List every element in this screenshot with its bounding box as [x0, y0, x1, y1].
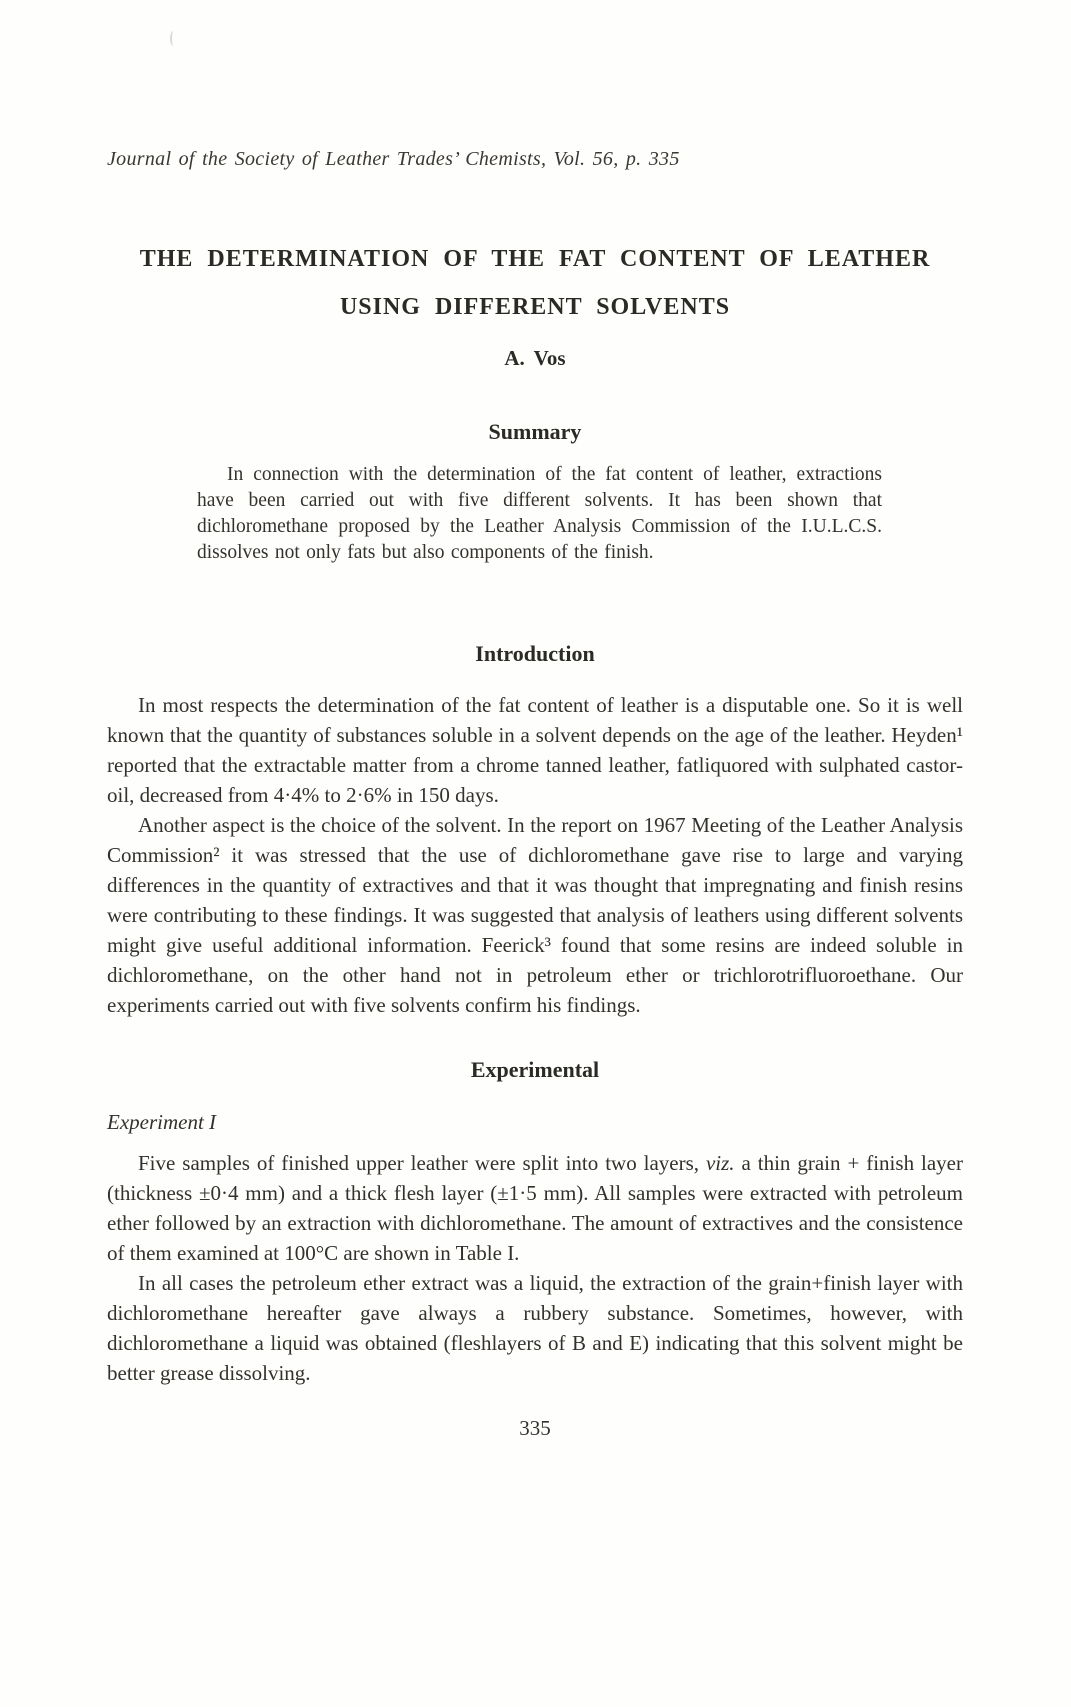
page-number: 335 [519, 1416, 551, 1440]
experiment-1-subheading: Experiment I [107, 1110, 217, 1134]
summary-paragraph: In connection with the determination of the fat content of leather, extractions have been carried out with five different solvents. It has been shown that dichloromethane proposed by the Leather Analysis Commission of the I.U.L.C.S. dissolves not only fats but also components of the finish. [197, 464, 882, 563]
introduction-paragraph-2: Another aspect is the choice of the solvent. In the report on 1967 Meeting of the Leather Analysis Commission² it was stressed that the use of dichloromethane gave rise to large and varying differences in the quantity of extractives and that it was thought that impregnating and finish resins were contributing to these findings. It was suggested that analysis of leathers using different solvents might give useful additional information. Feerick³ found that some resins are indeed soluble in dichloromethane, on the other hand not in petroleum ether or trichlorotrifluoroethane. Our experiments carried out with five solvents confirm his findings. [107, 813, 963, 1017]
article-title-line-2: USING DIFFERENT SOLVENTS [339, 294, 731, 320]
introduction-paragraph-1: In most respects the determination of the fat content of leather is a disputable one. So it is well known that the quantity of substances soluble in a solvent depends on the age of the leather. Heyden¹ reported that the extractable matter from a chrome tanned leather, fatliquored with sulphated castor-oil, decreased from 4·4% to 2·6% in 150 days. [107, 693, 963, 807]
summary-heading: Summary [488, 419, 582, 444]
article-title [107, 235, 963, 331]
experiment-1-paragraph-1: Five samples of finished upper leather were split into two layers, viz. a thin grain + finish layer (thickness ±0·4 mm) and a thick flesh layer (±1·5 mm). All samples were extracted with petroleum ether followed by an extraction with dichloromethane. The amount of extractives and the consistence of them examined at 100°C are shown in Table I. [107, 1151, 963, 1265]
introduction-heading: Introduction [475, 641, 595, 666]
experiment-1-paragraph-2: In all cases the petroleum ether extract was a liquid, the extraction of the grain+finish layer with dichloromethane hereafter gave always a rubbery substance. Sometimes, however, with dichloromethane a liquid was obtained (fleshlayers of B and E) indicating that this solvent might be better grease dissolving. [107, 1271, 963, 1385]
author-name: A. Vos [504, 346, 566, 370]
scan-artifact [170, 31, 177, 46]
journal-citation: Journal of the Society of Leather Trades’ Chemists, Vol. 56, p. 335 [107, 148, 680, 170]
experimental-heading: Experimental [470, 1057, 600, 1082]
article-title-line-1: THE DETERMINATION OF THE FAT CONTENT OF LEATHER [139, 246, 931, 272]
